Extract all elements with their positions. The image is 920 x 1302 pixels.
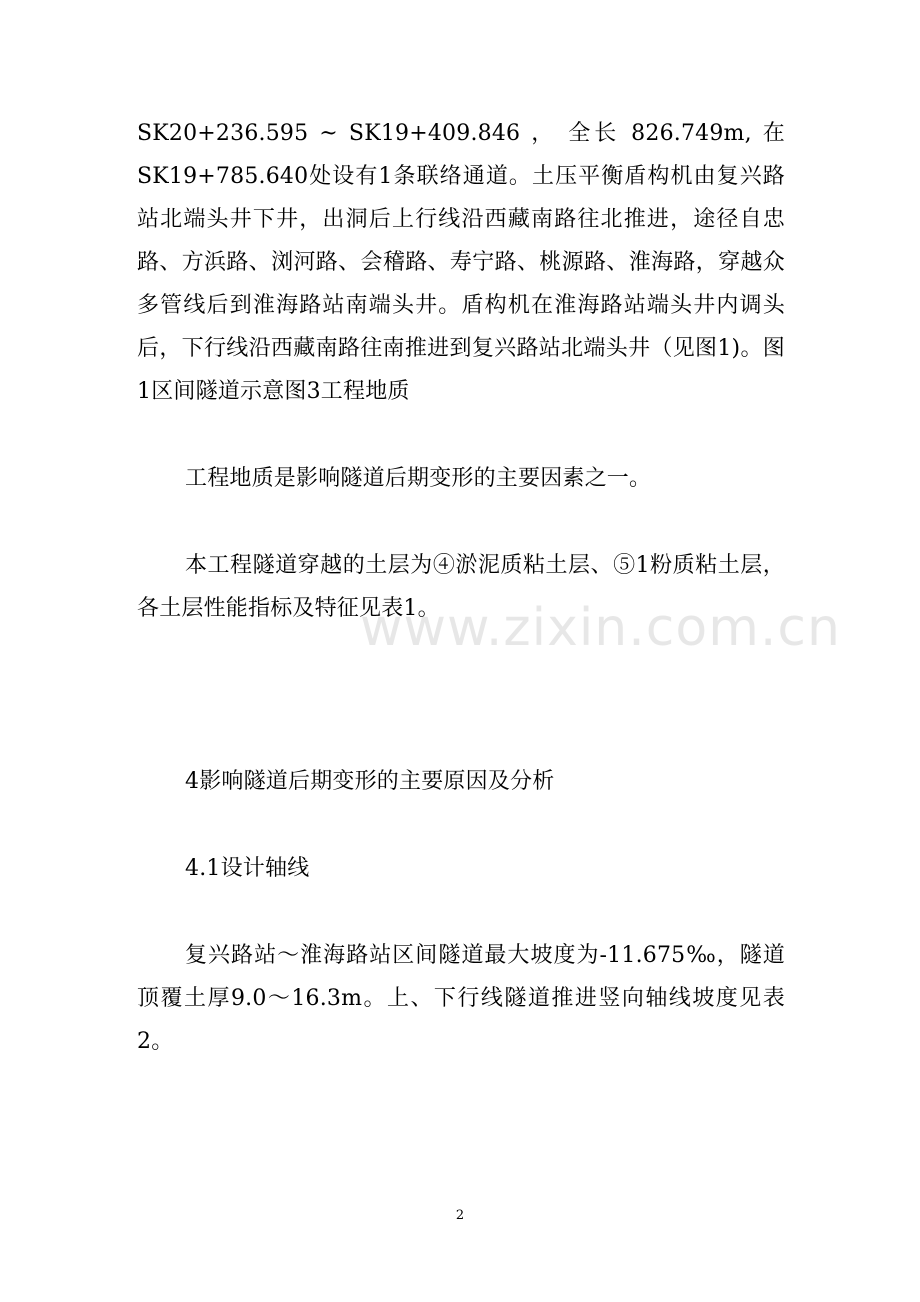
document-body [137, 112, 785, 1063]
paragraph-design-axis: 复兴路站～淮海路站区间隧道最大坡度为-11.675‰，隧道顶覆土厚9.0～16.3m。上、下行线隧道推进竖向轴线坡度见表2。 [137, 943, 785, 1054]
page-number: 2 [455, 1208, 465, 1223]
watermark-text: www.zixin.com.cn [360, 598, 841, 658]
section-heading-4-1: 4.1设计轴线 [185, 856, 310, 881]
paragraph-geology-intro: 工程地质是影响隧道后期变形的主要因素之一。 [185, 466, 652, 491]
paragraph-soil-layers: 本工程隧道穿越的土层为④淤泥质粘土层、⑤1粉质粘土层，各土层性能指标及特征见表1。 [137, 553, 785, 621]
section-heading-4: 4影响隧道后期变形的主要原因及分析 [185, 769, 555, 794]
paragraph-tunnel-route: SK20+236.595 ~ SK19+409.846 ， 全长 826.749m, 在 SK19+785.640处设有1条联络通道。土压平衡盾构机由复兴路站北端头井下井，出洞后上行线沿西藏南路往北推进，途径自忠路、方浜路、浏河路、会稽路、寿宁路、桃源路、淮海路，穿越众多管线后到淮海路站南端头井。盾构机在淮海路站端头井内调头后，下行线沿西藏南路往南推进到复兴路站北端头井（见图1)。图1区间隧道示意图3工程地质 [137, 121, 785, 404]
